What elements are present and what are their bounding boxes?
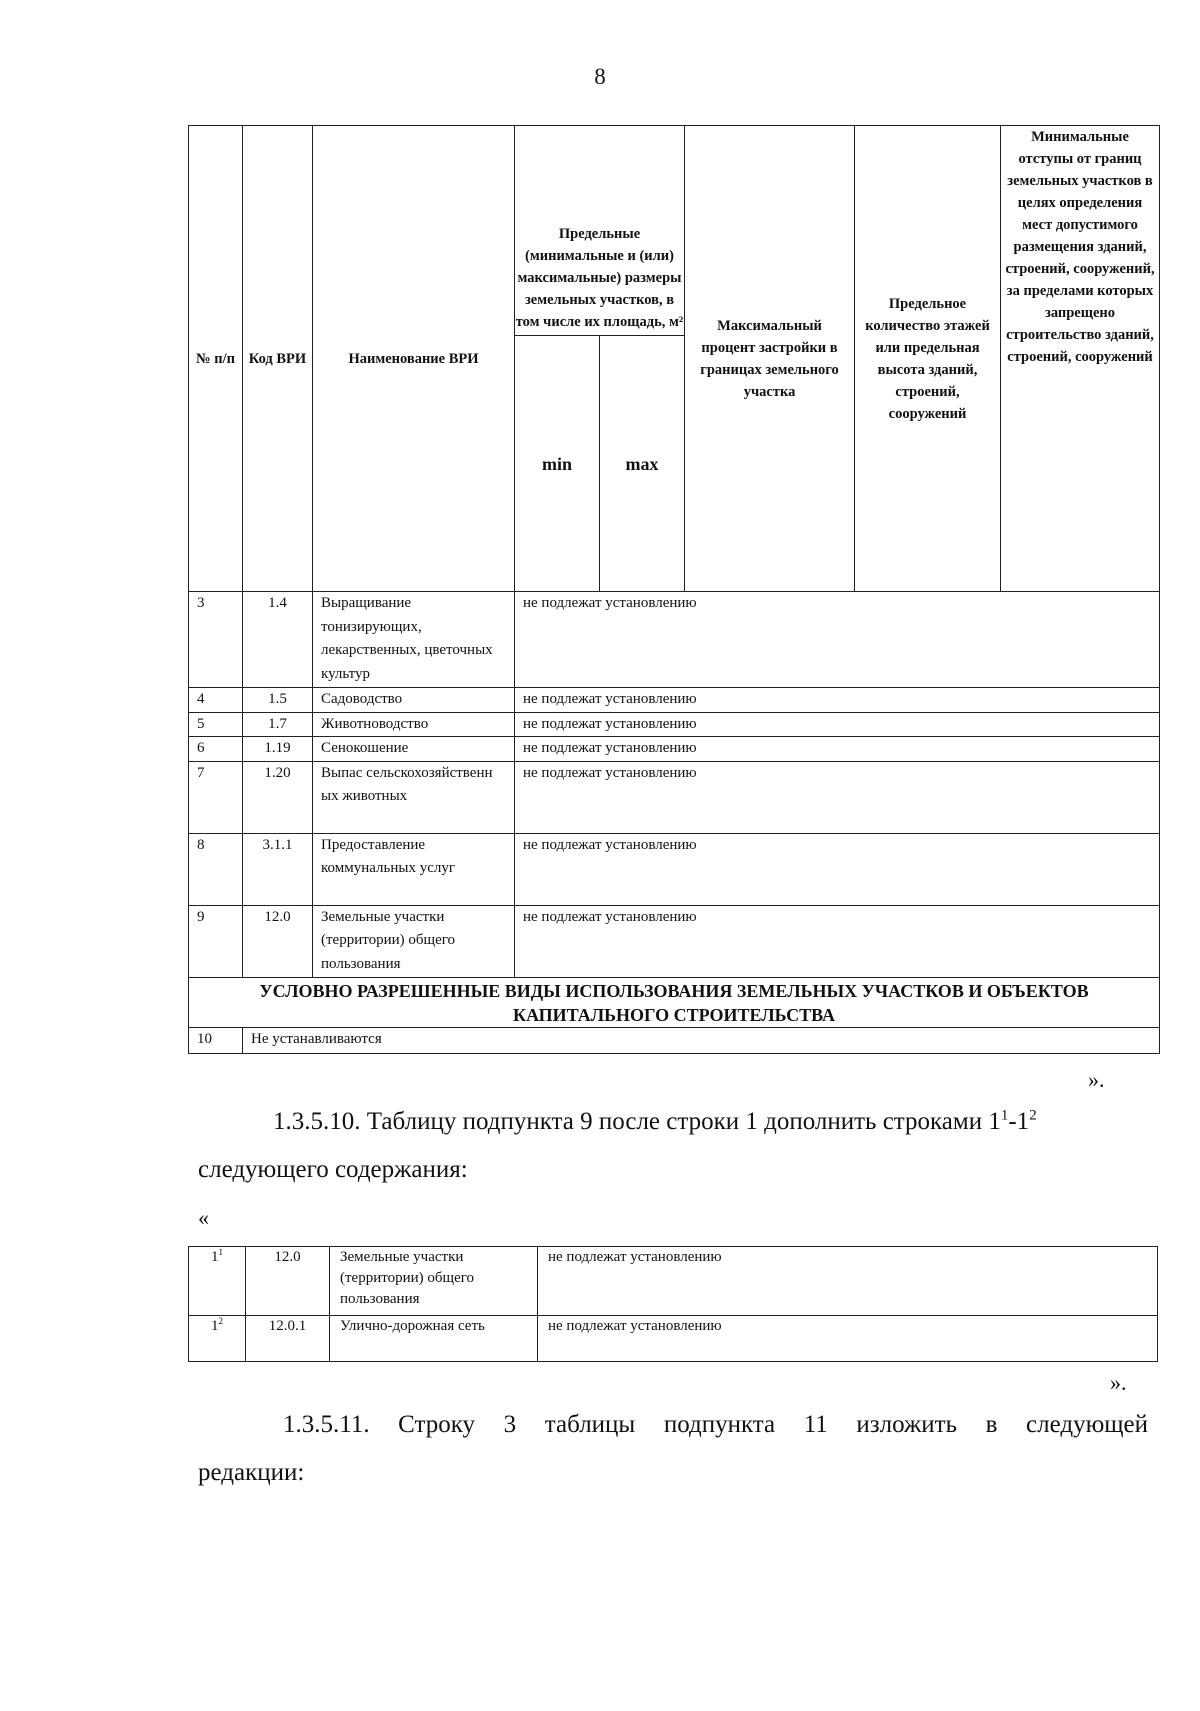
row-name: Сенокошение	[313, 737, 515, 762]
opening-quote: «	[198, 1205, 209, 1230]
table-row	[189, 905, 1160, 977]
row-name: Предоставление коммунальных услуг	[313, 833, 515, 905]
row-code: 1.19	[243, 737, 313, 762]
row-name: Выпас сельскохозяйственн ых животных	[313, 761, 515, 833]
closing-quote: ».	[1088, 1067, 1105, 1092]
paragraph-line: следующего содержания:	[198, 1156, 468, 1183]
row-name: Земельные участки (территории) общего пользования	[330, 1247, 538, 1316]
row-name: Улично-дорожная сеть	[330, 1316, 538, 1362]
insert-table	[188, 1246, 1158, 1362]
row-code: 12.0	[246, 1247, 330, 1316]
row-code: 1.20	[243, 761, 313, 833]
header-size-group: Предельные (минимальные и (или) максимальные) размеры земельных участков, в том числе их площадь, м²	[515, 126, 685, 336]
row-value: не подлежат установлению	[515, 712, 1160, 737]
row-value: не подлежат установлению	[515, 737, 1160, 762]
row-no: 7	[189, 761, 243, 833]
header-floors: Предельное количество этажей или предельная высота зданий, строений, сооружений	[855, 126, 1001, 592]
header-min: min	[515, 336, 600, 592]
row-value: не подлежат установлению	[515, 905, 1160, 977]
superscript: 2	[218, 1316, 223, 1326]
row-no: 4	[189, 688, 243, 713]
row-name: Садоводство	[313, 688, 515, 713]
row-code: 1.5	[243, 688, 313, 713]
table-row	[189, 833, 1160, 905]
row-value: не подлежат установлению	[538, 1247, 1158, 1316]
section-heading: УСЛОВНО РАЗРЕШЕННЫЕ ВИДЫ ИСПОЛЬЗОВАНИЯ ЗЕМЕЛЬНЫХ УЧАСТКОВ И ОБЪЕКТОВ КАПИТАЛЬНОГО СТРОИТЕЛЬСТВА	[189, 977, 1160, 1027]
row-name: Животноводство	[313, 712, 515, 737]
header-name: Наименование ВРИ	[313, 126, 515, 592]
paragraph-text: -1	[1008, 1108, 1030, 1135]
header-setbacks: Минимальные отступы от границ земельных участков в целях определения мест допустимого размещения зданий, строений, сооружений, за пределами которых запрещено строительство зданий, строений, сооружений	[1001, 126, 1160, 592]
paragraph-text: 1.3.5.10. Таблицу подпункта 9 после строки 1 дополнить строками 1	[273, 1108, 1001, 1135]
table-row	[189, 1247, 1158, 1316]
header-percent: Максимальный процент застройки в границах земельного участка	[685, 126, 855, 592]
page-number: 8	[594, 64, 606, 89]
row-code: 3.1.1	[243, 833, 313, 905]
superscript: 1	[1000, 1107, 1009, 1124]
closing-quote: ».	[1110, 1370, 1127, 1395]
superscript: 1	[218, 1247, 223, 1257]
paragraph-line: редакции:	[198, 1459, 305, 1486]
row-code: 12.0.1	[246, 1316, 330, 1362]
table-row	[189, 737, 1160, 762]
row-no: 3	[189, 592, 243, 688]
superscript: 2	[1029, 1107, 1037, 1124]
row-code: 1.7	[243, 712, 313, 737]
land-use-table	[188, 125, 1160, 1054]
header-max: max	[600, 336, 685, 592]
table-row	[189, 712, 1160, 737]
row-no: $1^1$	[189, 1247, 246, 1316]
row-no: 9	[189, 905, 243, 977]
row-no: $1^2$	[189, 1316, 246, 1362]
header-no: № п/п	[189, 126, 243, 592]
row-name: Земельные участки (территории) общего пользования	[313, 905, 515, 977]
table-row	[189, 688, 1160, 713]
row-name: Выращивание тонизирующих, лекарственных, цветочных культур	[313, 592, 515, 688]
table-row	[189, 592, 1160, 688]
header-code: Код ВРИ	[243, 126, 313, 592]
row-value: не подлежат установлению	[538, 1316, 1158, 1362]
row-code: 1.4	[243, 592, 313, 688]
row-no: 6	[189, 737, 243, 762]
row-no: 5	[189, 712, 243, 737]
row-no: 10	[189, 1027, 243, 1053]
table-row	[189, 1027, 1160, 1053]
row-value: не подлежат установлению	[515, 833, 1160, 905]
row-value: не подлежат установлению	[515, 688, 1160, 713]
table-row	[189, 761, 1160, 833]
paragraph-line: 1.3.5.11. Строку 3 таблицы подпункта 11 изложить в следующей	[283, 1411, 1148, 1438]
table-row	[189, 1316, 1158, 1362]
row-code: 12.0	[243, 905, 313, 977]
row-no: 8	[189, 833, 243, 905]
row-value: не подлежат установлению	[515, 592, 1160, 688]
row-value: не подлежат установлению	[515, 761, 1160, 833]
row-value: Не устанавливаются	[243, 1027, 1160, 1053]
paragraph-line	[198, 1107, 1148, 1137]
